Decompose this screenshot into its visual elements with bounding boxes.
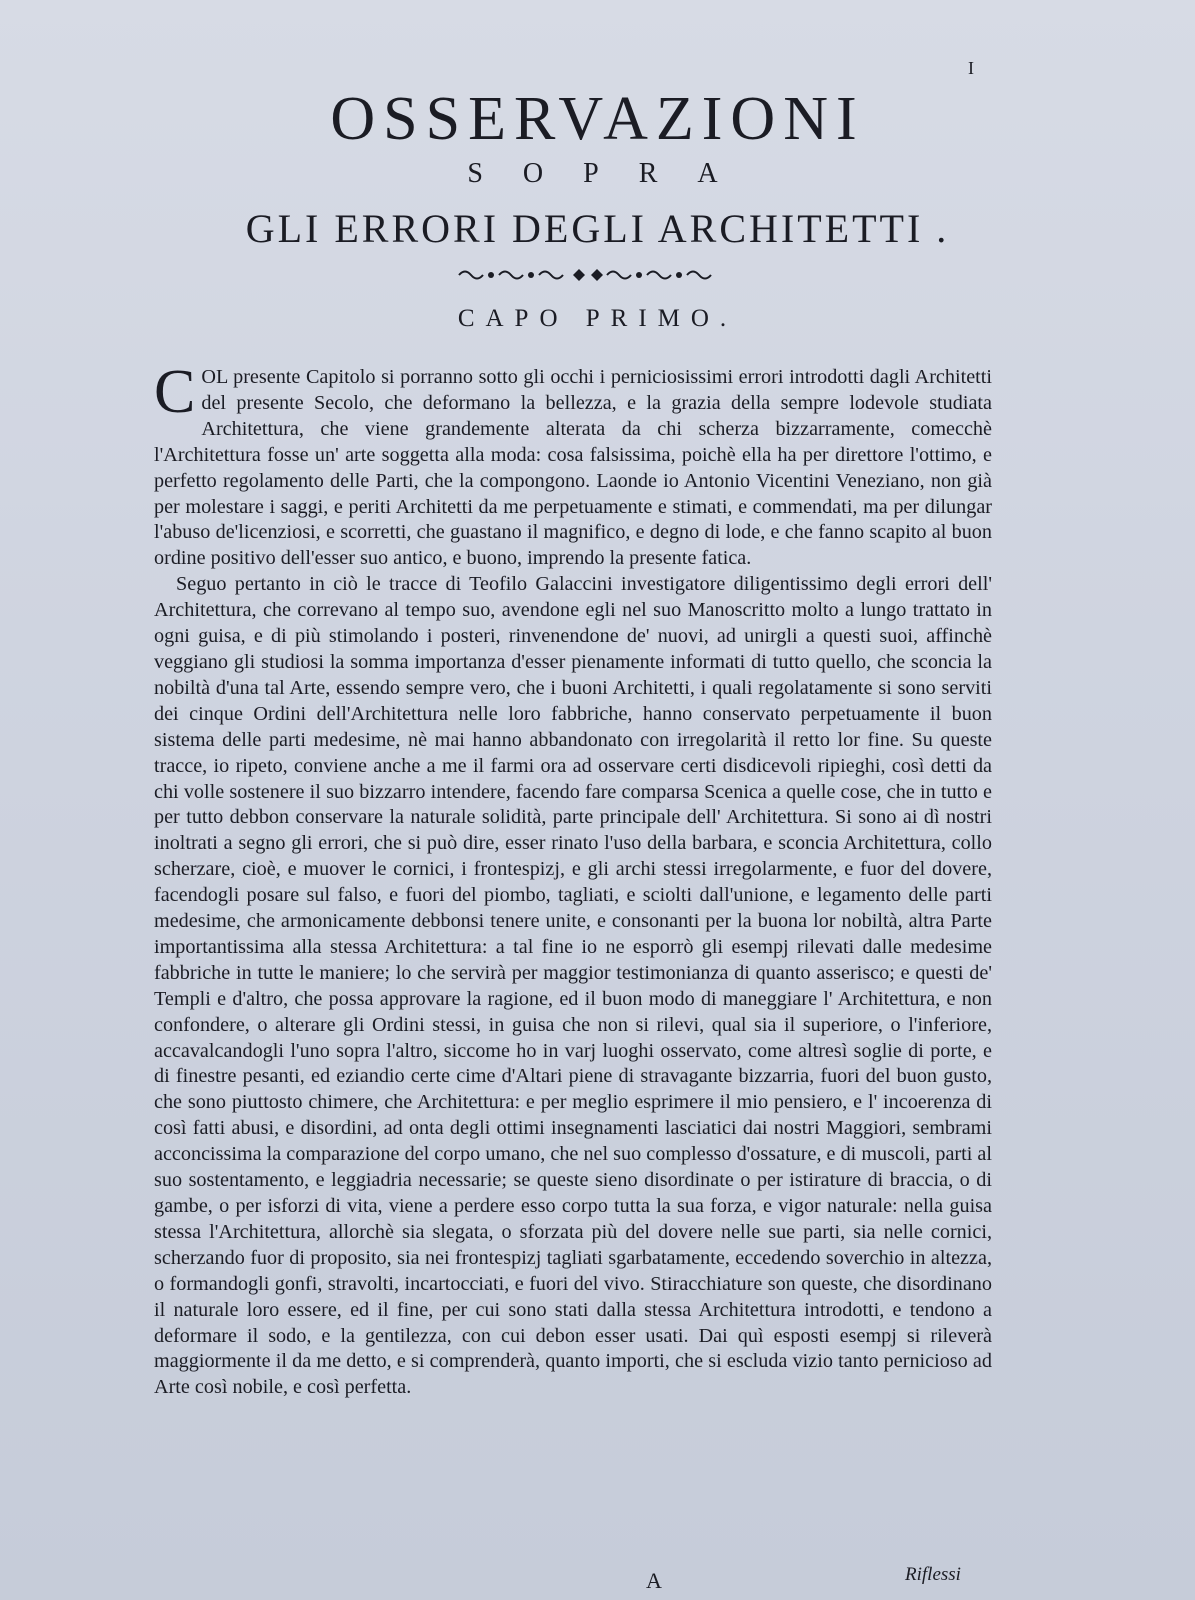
catchword: Riflessi: [905, 1564, 961, 1585]
paragraph-1-text: OL presente Capitolo si porranno sotto gli occhi i perniciosissimi errori introdotti dagli Architetti del presente Secolo, che deformano la bellezza, e la grazia della sempre lodevole studiata Architettura, che viene grandemente alterata da chi scherza bizzarramente, comecchè l'Architettura fosse un' arte soggetta alla moda: cosa falsissima, poichè ella ha per direttore l'ottimo, e perfetto regolamento delle Parti, che la compongono. Laonde io Antonio Vicentini Veneziano, non già per molestare i saggi, e periti Architetti da me perpetuamente e stimati, e commendati, ma per dilungar l'abuso de'licenziosi, e scorretti, che guastano il magnifico, e degno di lode, e che fanno scapito al buon ordine positivo dell'esser suo antico, e buono, imprendo la presente fatica.: [154, 366, 992, 570]
title-connector: SOPRA: [467, 158, 758, 189]
title-subtitle: GLI ERRORI DEGLI ARCHITETTI .: [245, 206, 950, 251]
page-number: I: [968, 58, 975, 78]
title-main: OSSERVAZIONI: [330, 85, 865, 153]
paragraph-2: Seguo pertanto in ciò le tracce di Teofilo Galaccini investigatore diligentissimo degli errori dell' Architettura, che correvano al tempo suo, avendone egli nel suo Manoscritto molto a lungo trattato in ogni guisa, e di più stimolando i posteri, rinvenendone de' nuovi, ad unirgli a questi suoi, affinchè veggiano gli studiosi la somma importanza d'esser pienamente informati di tutto quello, che sconcia la nobiltà d'una tal Arte, essendo sempre vero, che i buoni Architetti, i quali regolatamente si sono serviti dei cinque Ordini dell'Architettura nelle loro fabbriche, hanno conservato perpetuamente il buon sistema delle parti medesime, nè mai hanno abbandonato con irregolarità il retto lor fine. Su queste tracce, io ripeto, conviene anche a me il farmi ora ad osservare certi disdicevoli ripieghi, così detti da chi volle sostenere il suo bizzarro intendere, facendo fare comparsa Scenica a quelle cose, che in tutto e per tutto debbon conservare la naturale solidità, parte principale dell' Architettura. Si sono ai dì nostri inoltrati a segno gli errori, che si può dire, esser rinato l'uso della barbara, e sconcia Architettura, collo scherzare, cioè, e muover le cornici, i frontespizj, e gli archi stessi irregolarmente, e fuor del dovere, facendogli posare sul falso, e fuori del piombo, tagliati, e sciolti dall'unione, e legamento delle parti medesime, che armonicamente debbonsi tenere unite, e consonanti per la buona lor nobiltà, altra Parte importantissima alla stessa Architettura: a tal fine io ne esporrò gli esempj rilevati dalle medesime fabbriche in tutte le maniere; lo che servirà per maggior testimonianza di quanto asserisco; e questi de' Templi e d'altro, che possa approvare la ragione, ed il buon modo di maneggiare l' Architettura, e non confondere, o alterare gli Ordini stessi, in guisa che non si rilevi, qual sia il superiore, o l'inferiore, accavalcandogli l'uno sopra l'altro, siccome ho in varj luoghi osservato, come altresì soglie di porte, e di finestre pesanti, ed eziandio certe cime d'Altari piene di stravagante bizzarria, fuori del buon gusto, che sono piuttosto chimere, che Architettura: e per meglio esprimere il mio pensiero, e l' incoerenza di così fatti abusi, e disordini, ad onta degli ottimi insegnamenti lasciatici dai nostri Maggiori, sembrami acconcissima la comparazione del corpo umano, che nel suo complesso d'ossature, e di muscoli, parti al suo sostentamento, e leggiadria necessarie; se queste sieno disordinate o per istirature di braccia, o di gambe, o per isforzi di vita, viene a perdere esso corpo tutta la sua forza, e vigor naturale: nella guisa stessa l'Architettura, allorchè sia slegata, o sforzata più del dovere nelle sue parti, sia nelle cornici, scherzando fuor di proposito, sia nei frontespizj tagliati sgarbatamente, eccedendo soverchio in altezza, o formandogli gonfi, stravolti, incartocciati, e fuori del vivo. Stiracchiature son queste, che disordinano il naturale loro essere, ed il fine, per cui sono stati dalla stessa Architettura introdotti, e tendono a deformare il sodo, e la gentilezza, con cui debon esser usati. Dai quì esposti esempj si rileverà maggiormente il da me detto, e si comprenderà, quanto importi, che si escluda vizio tanto pernicioso ad Arte così nobile, e così perfetta.: [154, 573, 992, 1399]
ornament-divider-icon: [455, 266, 715, 284]
chapter-heading: CAPO PRIMO.: [457, 305, 738, 332]
drop-cap: C: [154, 358, 196, 426]
body-text: [154, 358, 992, 1401]
paragraph-1: [154, 358, 992, 572]
signature-mark: A: [646, 1568, 662, 1593]
